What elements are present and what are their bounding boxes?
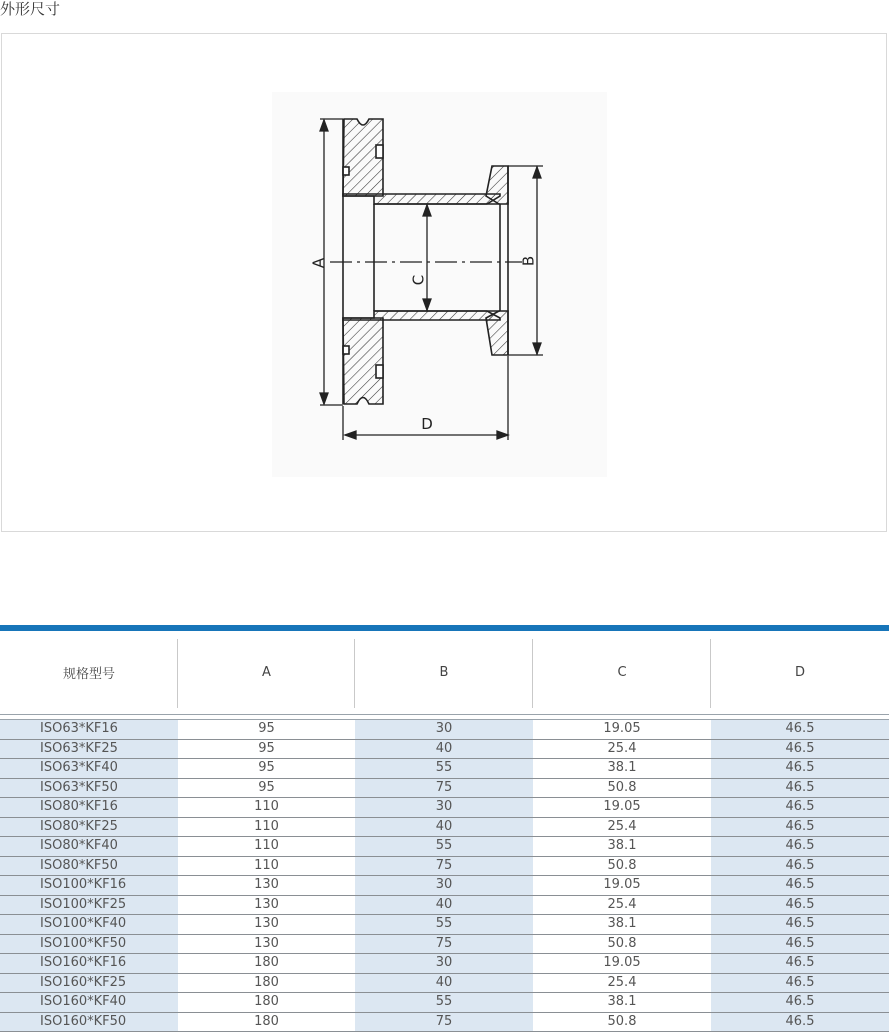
cell-a: 110 [178,856,355,876]
cell-b: 75 [355,934,533,954]
cell-d: 46.5 [711,837,889,857]
cell-c: 50.8 [533,778,711,798]
cell-d: 46.5 [711,817,889,837]
cell-d: 46.5 [711,895,889,915]
cell-a: 110 [178,798,355,818]
cell-c: 25.4 [533,739,711,759]
cell-model: ISO100*KF16 [0,876,178,896]
dimension-label-c: C [409,274,428,286]
cell-d: 46.5 [711,973,889,993]
cell-b: 30 [355,798,533,818]
cell-c: 38.1 [533,993,711,1013]
cell-d: 46.5 [711,993,889,1013]
table-row [0,954,889,974]
table-row [0,973,889,993]
cell-c: 50.8 [533,1012,711,1032]
table-row [0,1012,889,1032]
cell-b: 55 [355,759,533,779]
cell-b: 40 [355,739,533,759]
header-model: 规格型号 [0,628,178,715]
cell-d: 46.5 [711,720,889,740]
cell-model: ISO100*KF50 [0,934,178,954]
dimension-label-a: A [309,257,328,269]
cell-model: ISO63*KF16 [0,720,178,740]
dimension-drawing [2,34,886,531]
table-row [0,817,889,837]
header-d: D [711,628,889,715]
dimension-label-d: D [421,415,433,433]
cell-c: 25.4 [533,817,711,837]
cell-c: 19.05 [533,954,711,974]
cell-c: 19.05 [533,720,711,740]
cell-d: 46.5 [711,1012,889,1032]
dimension-table [0,625,889,1032]
header-b: B [355,628,533,715]
table-row [0,895,889,915]
cell-b: 75 [355,856,533,876]
section-title: 外形尺寸 [0,0,61,18]
table-header-row [0,628,889,715]
cell-model: ISO63*KF40 [0,759,178,779]
cell-model: ISO80*KF25 [0,817,178,837]
cell-b: 30 [355,876,533,896]
cell-model: ISO160*KF50 [0,1012,178,1032]
table-row [0,915,889,935]
cell-a: 180 [178,1012,355,1032]
cell-b: 40 [355,895,533,915]
cell-a: 95 [178,739,355,759]
cell-model: ISO160*KF40 [0,993,178,1013]
cell-a: 130 [178,895,355,915]
cell-c: 50.8 [533,934,711,954]
cell-d: 46.5 [711,739,889,759]
table-row [0,876,889,896]
cell-d: 46.5 [711,798,889,818]
cell-d: 46.5 [711,759,889,779]
table-row [0,837,889,857]
cell-model: ISO63*KF50 [0,778,178,798]
table-row [0,993,889,1013]
cell-b: 30 [355,720,533,740]
cell-b: 75 [355,778,533,798]
header-a: A [178,628,355,715]
cell-d: 46.5 [711,778,889,798]
cell-model: ISO80*KF16 [0,798,178,818]
cell-c: 50.8 [533,856,711,876]
header-c: C [533,628,711,715]
cell-c: 38.1 [533,915,711,935]
cell-model: ISO100*KF40 [0,915,178,935]
cell-b: 40 [355,973,533,993]
cell-d: 46.5 [711,856,889,876]
cell-a: 130 [178,934,355,954]
cell-d: 46.5 [711,876,889,896]
cell-b: 40 [355,817,533,837]
cell-c: 38.1 [533,837,711,857]
dimension-drawing-panel [1,33,887,532]
cell-c: 38.1 [533,759,711,779]
cell-a: 110 [178,837,355,857]
cell-a: 95 [178,759,355,779]
table-row [0,720,889,740]
cell-d: 46.5 [711,934,889,954]
cell-model: ISO100*KF25 [0,895,178,915]
cell-b: 75 [355,1012,533,1032]
table-row [0,778,889,798]
table-row [0,759,889,779]
cell-a: 95 [178,720,355,740]
table-row [0,856,889,876]
cell-model: ISO160*KF16 [0,954,178,974]
cell-model: ISO80*KF40 [0,837,178,857]
cell-b: 55 [355,993,533,1013]
cell-c: 19.05 [533,798,711,818]
cell-a: 130 [178,876,355,896]
iso-flange-lower [343,318,383,404]
cell-c: 25.4 [533,973,711,993]
table-row [0,934,889,954]
cell-c: 19.05 [533,876,711,896]
cell-d: 46.5 [711,915,889,935]
cell-model: ISO80*KF50 [0,856,178,876]
table-row [0,798,889,818]
cell-model: ISO160*KF25 [0,973,178,993]
cell-a: 95 [178,778,355,798]
table-row [0,739,889,759]
cell-c: 25.4 [533,895,711,915]
cell-a: 180 [178,954,355,974]
cell-a: 130 [178,915,355,935]
cell-a: 180 [178,993,355,1013]
cell-d: 46.5 [711,954,889,974]
cell-model: ISO63*KF25 [0,739,178,759]
cell-a: 110 [178,817,355,837]
cell-b: 55 [355,837,533,857]
cell-b: 30 [355,954,533,974]
cell-a: 180 [178,973,355,993]
cell-b: 55 [355,915,533,935]
dimension-label-b: B [519,255,538,267]
